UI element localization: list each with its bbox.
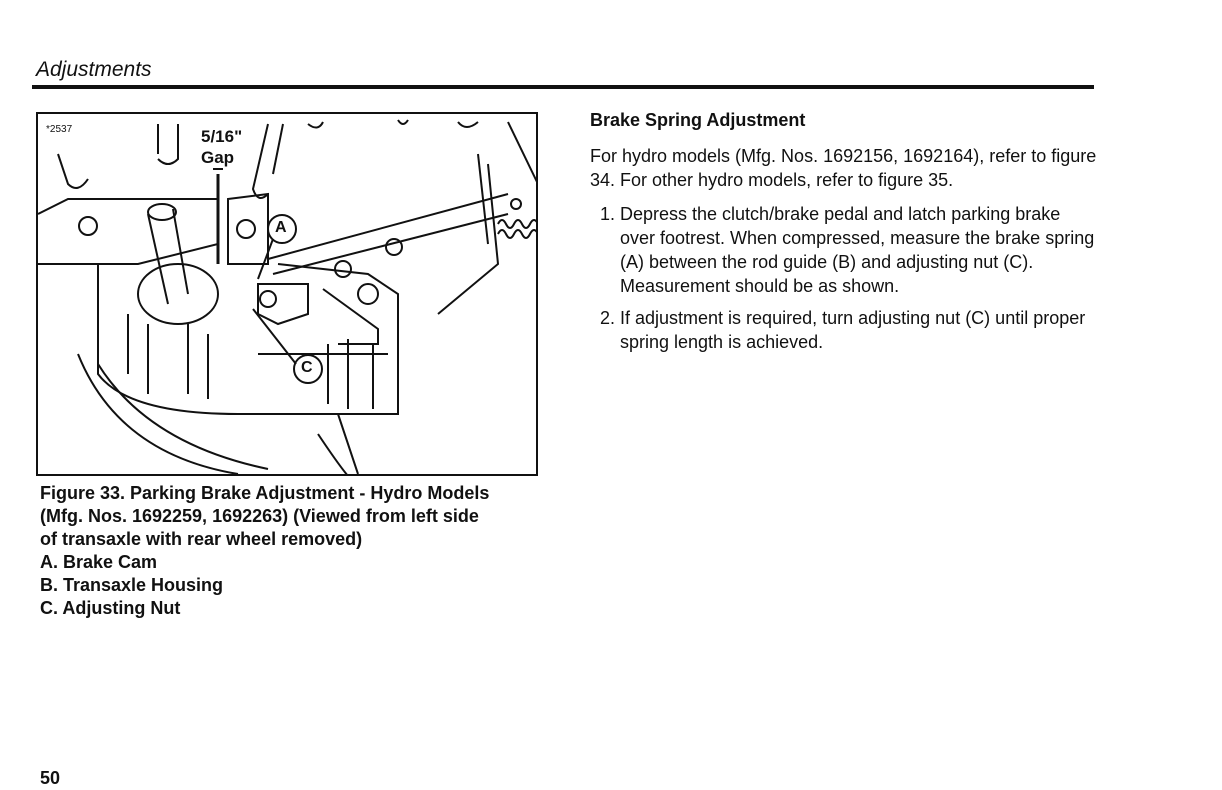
step-text: If adjustment is required, turn adjusting nut (C) until proper spring length is achieved.: [620, 308, 1086, 352]
callout-a: A: [275, 219, 287, 236]
legend-item-b: B. Transaxle Housing: [40, 575, 224, 595]
figure-33-illustration: [36, 112, 538, 476]
instructions-column: [590, 110, 1100, 362]
step-number: 1.: [600, 204, 616, 224]
gap-measure: 5/16": [201, 127, 243, 146]
header-rule: [32, 85, 1094, 89]
section-title: Brake Spring Adjustment: [590, 110, 806, 130]
section-header: Adjustments: [36, 58, 152, 81]
caption-line: of transaxle with rear wheel removed): [40, 529, 363, 549]
brake-assembly-drawing: [38, 114, 538, 476]
step-item: [600, 306, 1100, 354]
legend-item-a: A. Brake Cam: [40, 552, 158, 572]
callout-c: C: [301, 359, 313, 376]
caption-line: (Mfg. Nos. 1692259, 1692263) (Viewed from left side: [40, 506, 479, 526]
step-text: Depress the clutch/brake pedal and latch parking brake over footrest. When compressed, measure the brake spring (A) between the rod guide (B) and adjusting nut (C). Measurement should be as shown.: [620, 204, 1095, 296]
page-number: 50: [40, 768, 61, 788]
legend-item-c: C. Adjusting Nut: [40, 598, 181, 618]
step-number: 2.: [600, 308, 616, 328]
figure-id: *2537: [46, 124, 73, 135]
figure-caption: [40, 482, 550, 620]
step-item: [600, 202, 1100, 298]
caption-line: Figure 33. Parking Brake Adjustment - Hydro Models: [40, 483, 490, 503]
gap-word: Gap: [201, 148, 235, 167]
gap-label: [201, 126, 242, 168]
intro-paragraph: For hydro models (Mfg. Nos. 1692156, 1692164), refer to figure 34. For other hydro models, refer to figure 35.: [590, 146, 1097, 190]
